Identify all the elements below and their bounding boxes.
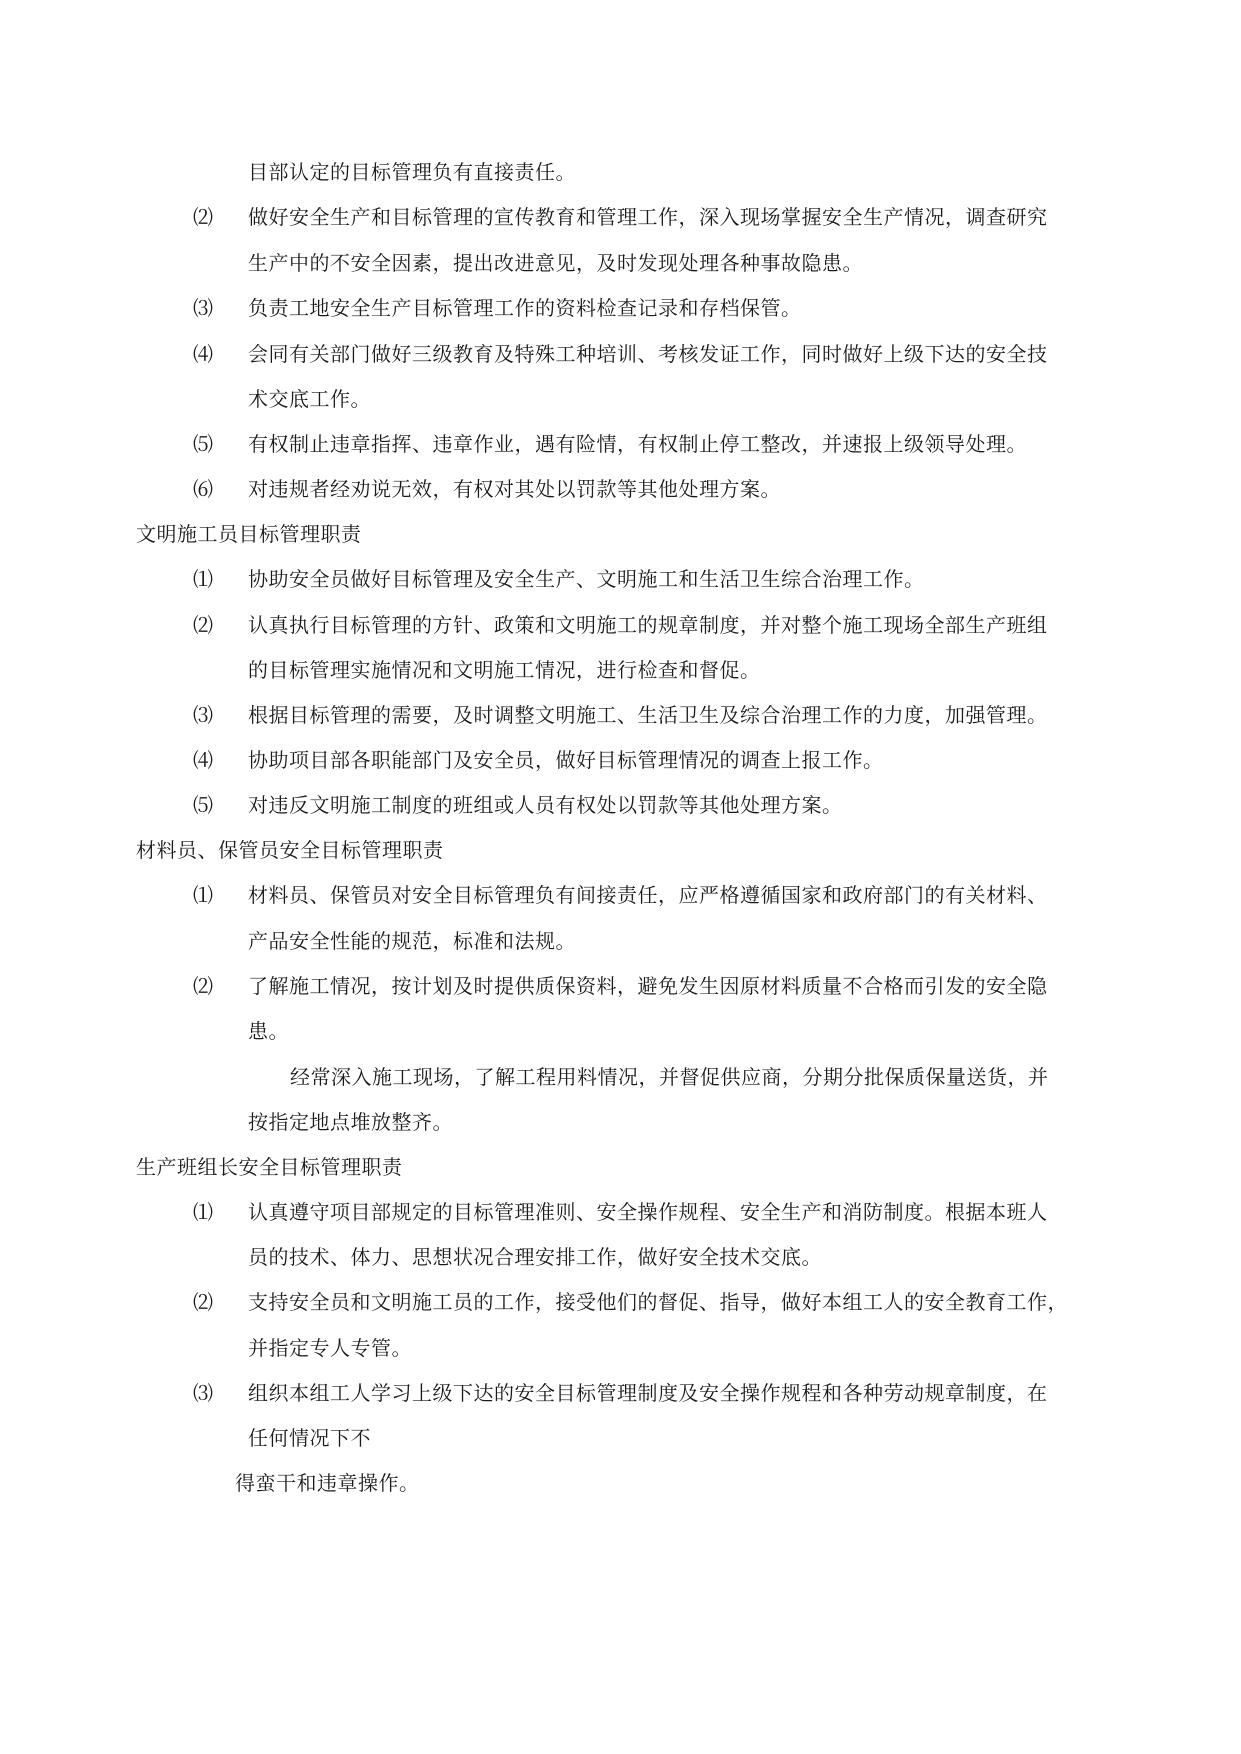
paragraph-line: 组织本组工人学习上级下达的安全目标管理制度及安全操作规程和各种劳动规章制度，在 bbox=[248, 1381, 1048, 1405]
paragraph-line: 得蛮干和违章操作。 bbox=[235, 1471, 420, 1495]
paragraph-line: 做好安全生产和目标管理的宣传教育和管理工作，深入现场掌握安全生产情况，调查研究 bbox=[248, 205, 1048, 229]
paragraph-line: 员的技术、体力、思想状况合理安排工作，做好安全技术交底。 bbox=[248, 1245, 822, 1269]
paragraph-line: 支持安全员和文明施工员的工作，接受他们的督促、指导，做好本组工人的安全教育工作， bbox=[248, 1290, 1068, 1314]
list-number: ⑴ bbox=[193, 1200, 213, 1224]
list-number: ⑷ bbox=[193, 342, 213, 366]
section-heading: 文明施工员目标管理职责 bbox=[136, 522, 362, 546]
list-number: ⑵ bbox=[193, 974, 213, 998]
paragraph-line: 按指定地点堆放整齐。 bbox=[248, 1110, 453, 1134]
list-number: ⑹ bbox=[193, 477, 213, 501]
list-number: ⑵ bbox=[193, 1290, 213, 1314]
list-number: ⑶ bbox=[193, 703, 213, 727]
list-number: ⑸ bbox=[193, 432, 213, 456]
section-heading: 材料员、保管员安全目标管理职责 bbox=[136, 838, 444, 862]
paragraph-line: 协助项目部各职能部门及安全员，做好目标管理情况的调查上报工作。 bbox=[248, 748, 884, 772]
paragraph-line: 术交底工作。 bbox=[248, 387, 371, 411]
list-number: ⑷ bbox=[193, 748, 213, 772]
paragraph-line: 并指定专人专管。 bbox=[248, 1336, 412, 1360]
paragraph-line: 生产中的不安全因素，提出改进意见，及时发现处理各种事故隐患。 bbox=[248, 251, 863, 275]
section-heading: 生产班组长安全目标管理职责 bbox=[136, 1155, 403, 1179]
list-number: ⑵ bbox=[193, 205, 213, 229]
paragraph-line: 经常深入施工现场，了解工程用料情况，并督促供应商，分期分批保质保量送货，并 bbox=[290, 1065, 1049, 1089]
paragraph-line: 目部认定的目标管理负有直接责任。 bbox=[248, 160, 576, 184]
list-number: ⑶ bbox=[193, 1381, 213, 1405]
paragraph-line: 会同有关部门做好三级教育及特殊工种培训、考核发证工作，同时做好上级下达的安全技 bbox=[248, 342, 1048, 366]
paragraph-line: 有权制止违章指挥、违章作业，遇有险情，有权制止停工整改，并速报上级领导处理。 bbox=[248, 432, 1027, 456]
paragraph-line: 对违规者经劝说无效，有权对其处以罚款等其他处理方案。 bbox=[248, 477, 781, 501]
paragraph-line: 负责工地安全生产目标管理工作的资料检查记录和存档保管。 bbox=[248, 296, 802, 320]
paragraph-line: 根据目标管理的需要，及时调整文明施工、生活卫生及综合治理工作的力度，加强管理。 bbox=[248, 703, 1048, 727]
paragraph-line: 产品安全性能的规范，标准和法规。 bbox=[248, 929, 576, 953]
paragraph-line: 材料员、保管员对安全目标管理负有间接责任，应严格遵循国家和政府部门的有关材料、 bbox=[248, 883, 1048, 907]
list-number: ⑵ bbox=[193, 613, 213, 637]
paragraph-line: 的目标管理实施情况和文明施工情况，进行检查和督促。 bbox=[248, 658, 761, 682]
list-number: ⑴ bbox=[193, 567, 213, 591]
list-number: ⑶ bbox=[193, 296, 213, 320]
paragraph-line: 认真遵守项目部规定的目标管理准则、安全操作规程、安全生产和消防制度。根据本班人 bbox=[248, 1200, 1048, 1224]
list-number: ⑸ bbox=[193, 793, 213, 817]
paragraph-line: 了解施工情况，按计划及时提供质保资料，避免发生因原材料质量不合格而引发的安全隐 bbox=[248, 974, 1048, 998]
paragraph-line: 协助安全员做好目标管理及安全生产、文明施工和生活卫生综合治理工作。 bbox=[248, 567, 925, 591]
list-number: ⑴ bbox=[193, 883, 213, 907]
paragraph-line: 患。 bbox=[248, 1019, 289, 1043]
paragraph-line: 对违反文明施工制度的班组或人员有权处以罚款等其他处理方案。 bbox=[248, 793, 843, 817]
paragraph-line: 认真执行目标管理的方针、政策和文明施工的规章制度，并对整个施工现场全部生产班组 bbox=[248, 613, 1048, 637]
paragraph-line: 任何情况下不 bbox=[248, 1426, 371, 1450]
